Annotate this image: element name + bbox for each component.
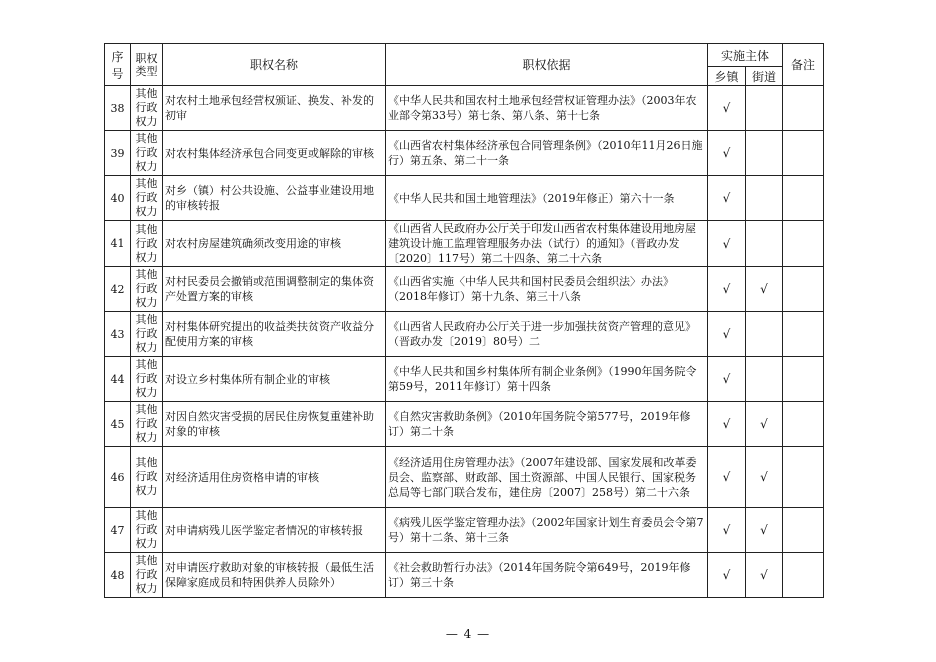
row-basis: 《山西省农村集体经济承包合同管理条例》（2010年11月26日施行）第五条、第二十一条 <box>386 131 708 176</box>
row-street-check: √ <box>746 267 783 312</box>
row-street-check: √ <box>746 447 783 508</box>
row-type: 其他行政权力 <box>131 357 163 402</box>
row-type: 其他行政权力 <box>131 86 163 131</box>
row-type: 其他行政权力 <box>131 508 163 553</box>
row-number: 45 <box>105 402 131 447</box>
row-number: 43 <box>105 312 131 357</box>
table-row <box>105 131 824 176</box>
row-basis: 《山西省实施〈中华人民共和国村民委员会组织法〉办法》（2018年修订）第十九条、第三十八条 <box>386 267 708 312</box>
row-township-check: √ <box>708 447 746 508</box>
row-number: 44 <box>105 357 131 402</box>
row-street-check: √ <box>746 553 783 598</box>
power-list-table <box>104 43 824 598</box>
row-name: 对经济适用住房资格申请的审核 <box>163 447 386 508</box>
row-number: 48 <box>105 553 131 598</box>
row-township-check: √ <box>708 357 746 402</box>
row-name: 对农村土地承包经营权颁证、换发、补发的初审 <box>163 86 386 131</box>
row-name: 对农村房屋建筑确须改变用途的审核 <box>163 221 386 267</box>
table-row <box>105 402 824 447</box>
row-basis: 《病残儿医学鉴定管理办法》（2002年国家计划生育委员会令第7号）第十二条、第十三条 <box>386 508 708 553</box>
row-township-check: √ <box>708 312 746 357</box>
row-remark <box>783 176 824 221</box>
row-type: 其他行政权力 <box>131 267 163 312</box>
header-township: 乡镇 <box>708 67 746 86</box>
row-remark <box>783 402 824 447</box>
row-number: 41 <box>105 221 131 267</box>
row-number: 47 <box>105 508 131 553</box>
page-number: — 4 — <box>445 627 491 641</box>
header-subject: 实施主体 <box>708 44 783 67</box>
row-number: 42 <box>105 267 131 312</box>
row-number: 46 <box>105 447 131 508</box>
row-street-check <box>746 221 783 267</box>
row-street-check <box>746 312 783 357</box>
row-remark <box>783 553 824 598</box>
row-basis: 《中华人民共和国土地管理法》（2019年修正）第六十一条 <box>386 176 708 221</box>
row-basis: 《自然灾害救助条例》（2010年国务院令第577号，2019年修订）第二十条 <box>386 402 708 447</box>
row-township-check: √ <box>708 553 746 598</box>
row-township-check: √ <box>708 221 746 267</box>
row-basis: 《经济适用住房管理办法》（2007年建设部、国家发展和改革委员会、监察部、财政部、国土资源部、中国人民银行、国家税务总局等七部门联合发布，建住房〔2007〕258号）第二十六条 <box>386 447 708 508</box>
row-remark <box>783 131 824 176</box>
header-no: 序号 <box>105 44 131 86</box>
row-township-check: √ <box>708 86 746 131</box>
row-type: 其他行政权力 <box>131 312 163 357</box>
row-township-check: √ <box>708 267 746 312</box>
table-row <box>105 86 824 131</box>
row-number: 39 <box>105 131 131 176</box>
row-type: 其他行政权力 <box>131 221 163 267</box>
table-row <box>105 447 824 508</box>
header-name: 职权名称 <box>163 44 386 86</box>
header-remark: 备注 <box>783 44 824 86</box>
row-remark <box>783 267 824 312</box>
row-remark <box>783 221 824 267</box>
row-township-check: √ <box>708 402 746 447</box>
row-township-check: √ <box>708 131 746 176</box>
row-street-check <box>746 357 783 402</box>
row-type: 其他行政权力 <box>131 447 163 508</box>
header-basis: 职权依据 <box>386 44 708 86</box>
row-name: 对申请病残儿医学鉴定者情况的审核转报 <box>163 508 386 553</box>
row-basis: 《中华人民共和国乡村集体所有制企业条例》（1990年国务院令第59号，2011年修订）第十四条 <box>386 357 708 402</box>
row-name: 对村集体研究提出的收益类扶贫资产收益分配使用方案的审核 <box>163 312 386 357</box>
row-name: 对乡（镇）村公共设施、公益事业建设用地的审核转报 <box>163 176 386 221</box>
row-remark <box>783 447 824 508</box>
table-row <box>105 176 824 221</box>
row-name: 对农村集体经济承包合同变更或解除的审核 <box>163 131 386 176</box>
row-street-check: √ <box>746 508 783 553</box>
row-street-check <box>746 131 783 176</box>
header-street: 街道 <box>746 67 783 86</box>
row-name: 对村民委员会撤销或范围调整制定的集体资产处置方案的审核 <box>163 267 386 312</box>
row-basis: 《社会救助暂行办法》（2014年国务院令第649号，2019年修订）第三十条 <box>386 553 708 598</box>
row-type: 其他行政权力 <box>131 553 163 598</box>
row-basis: 《山西省人民政府办公厅关于印发山西省农村集体建设用地房屋建筑设计施工监理管理服务办法（试行）的通知》（晋政办发〔2020〕117号）第二十四条、第二十六条 <box>386 221 708 267</box>
row-number: 38 <box>105 86 131 131</box>
row-number: 40 <box>105 176 131 221</box>
row-remark <box>783 357 824 402</box>
row-street-check <box>746 86 783 131</box>
row-township-check: √ <box>708 508 746 553</box>
row-name: 对申请医疗救助对象的审核转报（最低生活保障家庭成员和特困供养人员除外） <box>163 553 386 598</box>
table-row <box>105 267 824 312</box>
table-row <box>105 221 824 267</box>
row-street-check <box>746 176 783 221</box>
table-row <box>105 357 824 402</box>
row-basis: 《中华人民共和国农村土地承包经营权证管理办法》（2003年农业部令第33号）第七条、第八条、第十七条 <box>386 86 708 131</box>
row-type: 其他行政权力 <box>131 402 163 447</box>
row-remark <box>783 86 824 131</box>
table-row <box>105 553 824 598</box>
table-row <box>105 508 824 553</box>
row-remark <box>783 312 824 357</box>
row-type: 其他行政权力 <box>131 131 163 176</box>
row-name: 对设立乡村集体所有制企业的审核 <box>163 357 386 402</box>
row-basis: 《山西省人民政府办公厅关于进一步加强扶贫资产管理的意见》（晋政办发〔2019〕80号）二 <box>386 312 708 357</box>
table-row <box>105 312 824 357</box>
row-type: 其他行政权力 <box>131 176 163 221</box>
row-street-check: √ <box>746 402 783 447</box>
header-type: 职权类型 <box>131 44 163 86</box>
row-name: 对因自然灾害受损的居民住房恢复重建补助对象的审核 <box>163 402 386 447</box>
row-township-check: √ <box>708 176 746 221</box>
table-body <box>105 86 824 598</box>
row-remark <box>783 508 824 553</box>
